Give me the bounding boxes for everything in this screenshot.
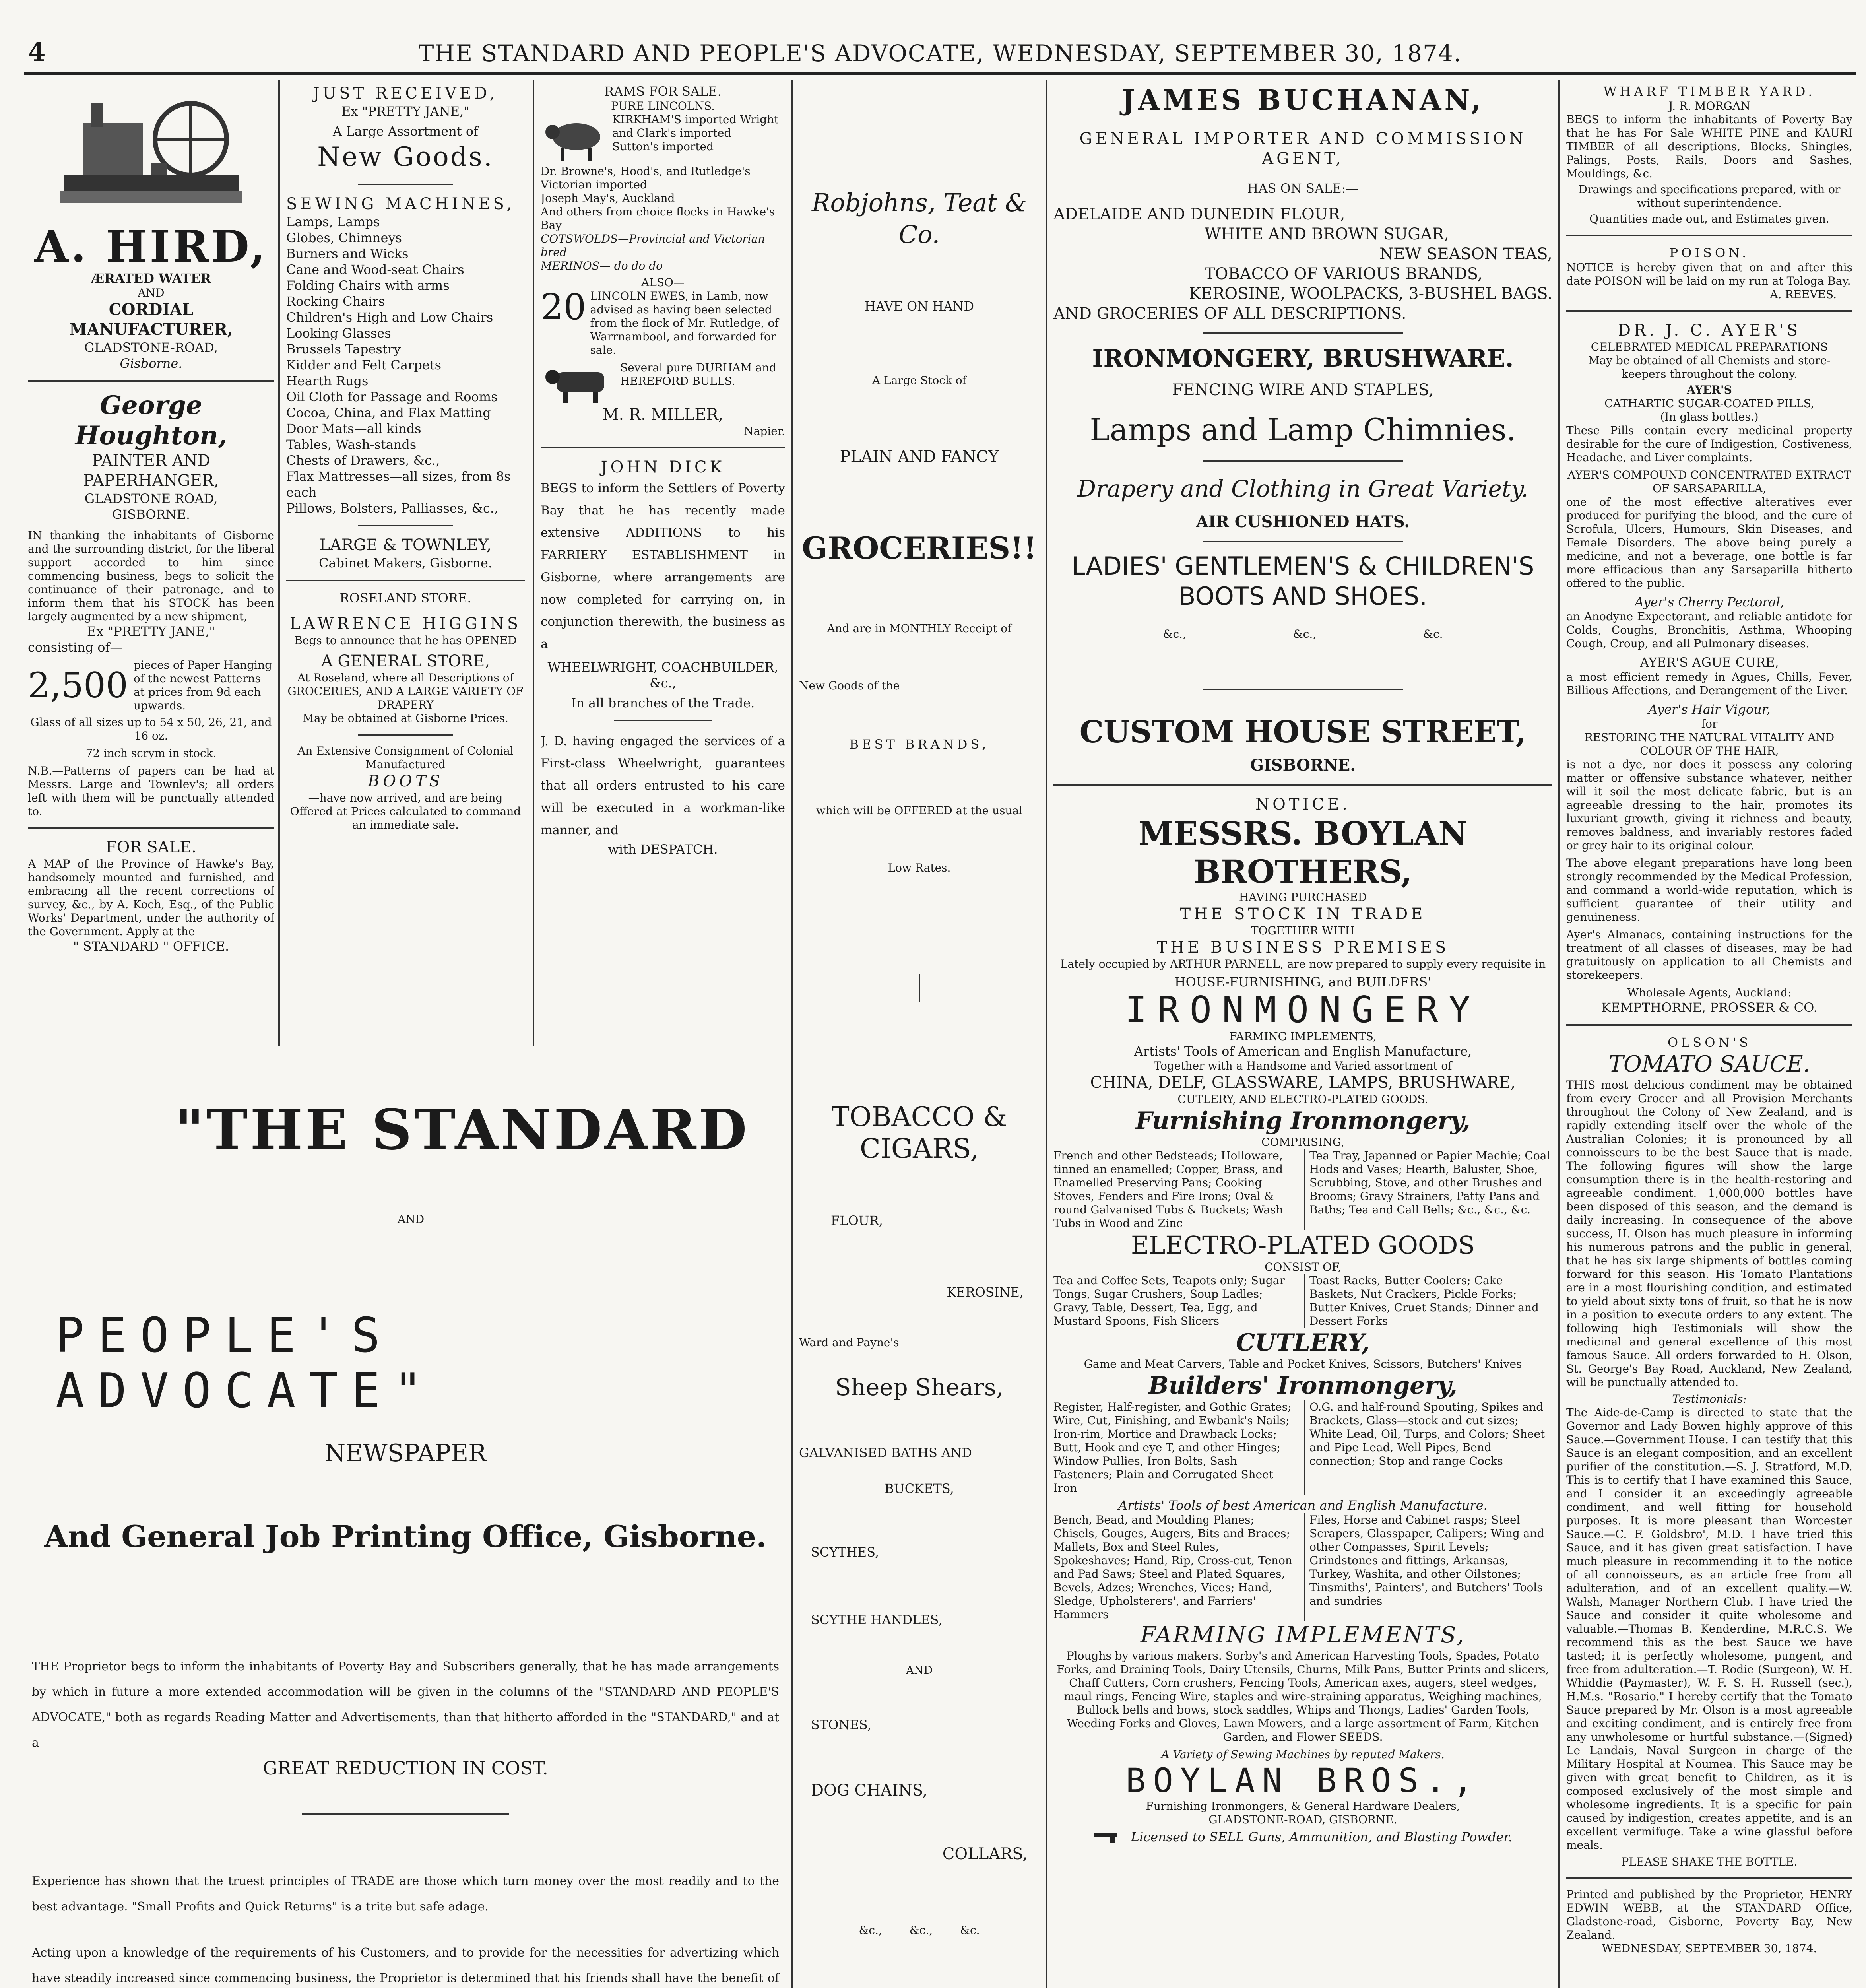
ayer-cathartic: CATHARTIC SUGAR-COATED PILLS,	[1604, 397, 1814, 410]
john-dick-body2: J. D. having engaged the services of a First-class Wheelwright, guarantees that all orders entrusted to his care will be executed in a workman-like manner, and	[541, 734, 785, 837]
column-6	[1566, 83, 1852, 1988]
just-received-assortment: A Large Assortment of	[333, 124, 478, 139]
robjohns-stones: STONES,	[811, 1717, 871, 1732]
olson-tomato: TOMATO SAUCE.	[1608, 1051, 1810, 1077]
goods-item: Globes, Chimneys	[286, 230, 402, 245]
imprint: Printed and published by the Proprietor, HENRY EDWIN WEBB, at the STANDARD Office, Gladstone-road, Gisborne, Poverty Bay, New Zealand.	[1566, 1888, 1852, 1941]
rams-heading: RAMS FOR SALE.	[604, 84, 722, 99]
boylan-farming-desc: Ploughs by various makers. Sorby's and American Harvesting Tools, Spades, Potato Forks, and Draining Tools, Dairy Utensils, Churns, Milk Pans, Butter Prints and slicers, Chaff Cutters, Corn crushers, Fencing Tools, American axes, augers, steel wedges, maul rings, Fencing Wire, staples and wire-straining apparatus, Weighing machines, Bullock bells and bows, stock saddles, Whips and Thongs, Ladies' Garden Tools, Weeding Forks and Gloves, Lawn Mowers, and a large assortment of Farm, Kitchen Garden, and Flower SEEDS.	[1057, 1649, 1549, 1743]
buchanan-iron: IRONMONGERY, BRUSHWARE.	[1092, 345, 1514, 373]
houghton-name: George Houghton,	[75, 390, 227, 450]
boylan-china: CHINA, DELF, GLASSWARE, LAMPS, BRUSHWARE,	[1090, 1074, 1516, 1092]
olson-body: THIS most delicious condiment may be obtained from every Grocer and all Provision Merchants throughout the Colony of New Zealand, and is rapidly extending itself over the whole of the Australian Colonies; it is pronounced by all connoisseurs to be the best Sauce that is made. The following figures will show the large consumption there is in the health-restoring and agreeable condiment. 1,000,000 bottles have been disposed of this season, and the demand is daily increasing. In consequence of the above success, H. Olson has much pleasure in informing his numerous patrons and the public in general, that he has six large shipments of bottles coming forward for this season. His Tomato Plantations are in a most flourishing condition, and estimated to yield about sixty tons of fruit, so that he is now in a position to execute orders to any extent. The following high Testimonials will show the medicinal and general excellence of this most famous Sauce. All orders forwarded to H. Olson, St. George's Bay Road, Auckland, New Zealand, will be punctually attended to.	[1566, 1078, 1852, 1389]
ayer-glass: (In glass bottles.)	[1660, 410, 1759, 423]
ayer-hair-for: for	[1701, 717, 1718, 730]
furnishing-left: French and other Bedsteads; Holloware, tinned an enamelled; Copper, Brass, and Enamelled Preserving Pans; Cooking Stoves, Fenders and Fire Irons; Oval & round Galvanised Tubs & Buckets; Wash Tubs in Wood and Zinc	[1053, 1149, 1283, 1230]
ayer-heading: DR. J. C. AYER'S	[1618, 321, 1801, 340]
forsale-office: " STANDARD " OFFICE.	[73, 939, 229, 954]
houghton-qty: 2,500	[28, 665, 128, 706]
poison-heading: POISON.	[1669, 245, 1750, 260]
ayer-ayers: AYER'S	[1687, 383, 1732, 396]
bull-icon	[541, 361, 616, 405]
rams-line: COTSWOLDS—Provincial and Victorian bred	[541, 232, 765, 259]
goods-item: Hearth Rugs	[286, 373, 369, 388]
buchanan-name: JAMES BUCHANAN,	[1121, 83, 1484, 116]
boylan-ironmongery: IRONMONGERY	[1125, 988, 1481, 1031]
boylan-bros-desc: Furnishing Ironmongers, & General Hardware Dealers,	[1146, 1800, 1460, 1813]
steam-engine-icon	[48, 87, 254, 219]
morgan-body: BEGS to inform the inhabitants of Poverty Bay that he has For Sale WHITE PINE and KAURI TIMBER of all descriptions, Blocks, Shingles, Palings, Posts, Rails, Doors and Sashes, Mouldings, &c.	[1566, 113, 1852, 180]
rams-list	[541, 113, 785, 165]
boylan-licensed: Licensed to SELL Guns, Ammunition, and Blasting Powder.	[1131, 1829, 1513, 1844]
general-store-body2: May be obtained at Gisborne Prices.	[303, 712, 508, 725]
lincoln-ewes	[541, 286, 785, 357]
poison-reeves: A. REEVES.	[1770, 288, 1837, 301]
hird-line: ÆRATED WATER	[91, 271, 211, 286]
boylan-cutlery-desc: Game and Meat Carvers, Table and Pocket Knives, Scissors, Butchers' Knives	[1084, 1357, 1522, 1371]
goods-item: Brussels Tapestry	[286, 342, 401, 357]
morgan-drawings: Drawings and specifications prepared, with or without superintendence.	[1578, 183, 1841, 210]
rams-line: And others from choice flocks in Hawke's Bay	[541, 205, 775, 232]
goods-item: Oil Cloth for Passage and Rooms	[286, 389, 498, 404]
ayer-compound: AYER'S COMPOUND CONCENTRATED EXTRACT OF SARSAPARILLA,	[1567, 468, 1851, 495]
miller-name: M. R. MILLER,	[602, 406, 724, 424]
boots-body: —have now arrived, and are being Offered at Prices calculated to command an immediate sale.	[290, 791, 521, 831]
olson-shake: PLEASE SHAKE THE BOTTLE.	[1621, 1855, 1798, 1868]
boots-heading: BOOTS	[368, 772, 443, 790]
ayer-compound-body: one of the most effective alteratives ever produced for purifying the blood, and the cure of Scrofula, Ulcers, Humours, Skin Diseases, and Female Disorders. The above being purely a medicine, and not a beverage, one bottle is far more efficacious than any Sarsaparilla hitherto offered to the public.	[1566, 495, 1852, 590]
robjohns-newgoods: New Goods of the	[799, 679, 900, 692]
olson-name: OLSON'S	[1667, 1035, 1752, 1050]
ewes-desc: LINCOLN EWES, in Lamb, now advised as having been selected from the flock of Mr. Rutledge, of Warrnambool, and forwarded for sale.	[590, 289, 779, 357]
standard-newspaper: NEWSPAPER	[324, 1439, 487, 1467]
goods-item: Rocking Chairs	[286, 294, 385, 309]
robjohns-rates: Low Rates.	[888, 861, 951, 874]
boylan-farming: FARMING IMPLEMENTS,	[1229, 1030, 1377, 1043]
john-dick-body: BEGS to inform the Settlers of Poverty Bay that he has recently made extensive ADDITIONS to his FARRIERY ESTABLISHMENT in Gisborne, where arrangements are now completed for carrying on, in conjunction therewith, the business as a	[541, 481, 785, 651]
boylan-stock: THE STOCK IN TRADE	[1180, 905, 1426, 923]
standard-acting: Acting upon a knowledge of the requirements of his Customers, and to provide for the necessities for advertizing which have steadily increased since commencing business, the Proprietor is determined that his friends shall have the benefit of	[32, 1946, 779, 1985]
buchanan-line: AND GROCERIES OF ALL DESCRIPTIONS.	[1053, 305, 1406, 323]
boylan-lately: Lately occupied by ARTHUR PARNELL, are now prepared to supply every requisite in	[1060, 957, 1546, 971]
houghton-consisting: consisting of—	[28, 640, 123, 655]
boylan-house: HOUSE-FURNISHING, and BUILDERS'	[1174, 975, 1432, 990]
boylan-builders: Builders' Ironmongery,	[1148, 1372, 1457, 1400]
higgins-name: LAWRENCE HIGGINS	[289, 615, 522, 633]
goods-item: Folding Chairs with arms	[286, 278, 450, 293]
boylan-together: TOGETHER WITH	[1251, 924, 1355, 937]
boylan-artists2: Artists' Tools of best American and English Manufacture.	[1118, 1498, 1488, 1513]
john-dick-trade: WHEELWRIGHT, COACHBUILDER, &c.,	[547, 660, 778, 691]
buchanan-etc: &c., &c., &c.	[1163, 627, 1443, 641]
column-rule	[791, 80, 793, 1988]
robjohns-ward: Ward and Payne's	[799, 1336, 899, 1349]
bulls	[541, 361, 785, 405]
column-rule	[278, 80, 280, 1046]
ayer-almanac: Ayer's Almanacs, containing instructions for the treatment of all classes of diseases, may be had gratuitously on application to all Chemists and storekeepers.	[1566, 928, 1852, 982]
olson-testimonials: Testimonials:	[1672, 1392, 1747, 1406]
builders-right: O.G. and half-round Spouting, Spikes and Brackets, Glass—stock and cut sizes; White Lead, Oil, Turps, and Colors; Sheet and Pipe Lead, Well Pipes, Bend connection; Stop and range Cocks	[1304, 1400, 1552, 1495]
ayer-hair-sub: RESTORING THE NATURAL VITALITY AND COLOUR OF THE HAIR,	[1584, 731, 1835, 757]
goods-item: Burners and Wicks	[286, 246, 409, 261]
bulls-desc: Several pure DURHAM and HEREFORD BULLS.	[620, 361, 776, 388]
houghton-body: IN thanking the inhabitants of Gisborne and the surrounding district, for the liberal support accorded to him since commencing business, begs to solicit the continuance of their patronage, and to inform them that his STOCK has been largely augmented by a new shipment,	[28, 529, 274, 623]
morgan-quantities: Quantities made out, and Estimates given.	[1589, 212, 1829, 225]
standard-title: "THE STANDARD	[175, 1097, 749, 1163]
standard-reduction: GREAT REDUCTION IN COST.	[263, 1757, 548, 1779]
robjohns-scythes: SCYTHES,	[811, 1545, 879, 1560]
boylan-artists: Artists' Tools of American and English Manufacture,	[1134, 1044, 1472, 1059]
page-number: 4	[28, 37, 46, 67]
boylan-together2: Together with a Handsome and Varied assortment of	[1154, 1059, 1452, 1072]
boylan-farming2: FARMING IMPLEMENTS,	[1140, 1622, 1466, 1648]
ram-icon	[541, 113, 608, 165]
general-store-body: At Roseland, where all Descriptions of GROCERIES, AND A LARGE VARIETY OF DRAPERY	[287, 671, 524, 711]
ayer-cherry: Ayer's Cherry Pectoral,	[1634, 594, 1785, 610]
robjohns-chains: DOG CHAINS,	[811, 1781, 928, 1800]
boylan-having: HAVING PURCHASED	[1239, 891, 1367, 904]
buchanan-boots: LADIES' GENTLEMEN'S & CHILDREN'S BOOTS AND SHOES.	[1071, 551, 1534, 611]
boylan-licensed-row	[1053, 1829, 1552, 1845]
buchanan-lamps: Lamps and Lamp Chimnies.	[1090, 412, 1516, 447]
forsale-heading: FOR SALE.	[105, 838, 197, 856]
robjohns-name: Robjohns, Teat & Co.	[811, 188, 1027, 249]
ewes-count: 20	[541, 286, 586, 328]
boylan-bros-addr: GLADSTONE-ROAD, GISBORNE.	[1208, 1813, 1397, 1826]
page-header	[24, 32, 1856, 75]
just-received-ex: Ex "PRETTY JANE,"	[341, 104, 470, 119]
buchanan-fencing: FENCING WIRE AND STAPLES,	[1172, 381, 1434, 399]
buchanan-town: GISBORNE.	[1250, 756, 1356, 775]
robjohns-have: HAVE ON HAND	[864, 299, 974, 314]
large-townley-desc: Cabinet Makers, Gisborne.	[318, 555, 493, 571]
goods-item: Tables, Wash-stands	[286, 437, 417, 452]
rams-line: MERINOS— do do do	[541, 259, 663, 272]
boylan-electro: ELECTRO-PLATED GOODS	[1131, 1231, 1475, 1260]
column-2	[286, 83, 525, 1038]
robjohns-offered: which will be OFFERED at the usual	[816, 804, 1023, 817]
just-received-heading: JUST RECEIVED,	[313, 84, 498, 103]
goods-item: Lamps, Lamps	[286, 214, 380, 229]
john-dick-trade2: In all branches of the Trade.	[571, 695, 755, 711]
rams-line: Sutton's imported	[612, 140, 714, 153]
houghton-address: GLADSTONE ROAD,	[84, 491, 218, 506]
column-4	[799, 83, 1040, 1988]
column-rule	[1046, 80, 1047, 1988]
rams-line: Joseph May's, Auckland	[541, 192, 675, 205]
robjohns-buckets: BUCKETS,	[885, 1481, 954, 1496]
olson-test-body: The Aide-de-Camp is directed to state that the Governor and Lady Bowen highly approve of this Sauce.—Government House. I can testify that this Sauce is an elegant composition, and an excellent purifier of the constitution.—S. J. Stratford, M.D. This is to certify that I have examined this Sauce, and I consider it an exceedingly agreeable condiment, and well fitting for household purposes. It is more pleasant than Worcester Sauce.—C. F. Goldsbro', M.D. I have tried this Sauce, and it has given great satisfaction. I have much pleasure in recommending it to the notice of all connoisseurs, as an article free from all adulteration, and of an excellent quality.—W. Walsh, Manager Northern Club. I have tried the Sauce and consider it quite wholesome and valuable.—Thomas B. Kenderdine, M.R.C.S. We recommend this as the best Sauce we have tasted; it is perfectly wholesome, pungent, and free from adulteration.—T. Rodie (Surgeon), W. H. Whiddie (Paymaster), W. F. S. H. Russell (sec.), H.M.s. "Rosario." I hereby certify that the Tomato Sauce prepared by Mr. Olson is a most agreeable and exciting condiment, and is entirely free from any unwholesome or hurtful substance.—(Signed) Le Landais, Naval Surgeon in charge of the Military Hospital at Noumea. This Sauce may be given with great benefit to Children, as it is composed exclusively of the most simple and wholesome ingredients. It is a specific for pain caused by indigestion, creates appetite, and is an excellent vermifuge. Take a wine glassful before meals.	[1566, 1406, 1852, 1852]
houghton-quantity	[28, 658, 274, 712]
buchanan-drapery: Drapery and Clothing in Great Variety.	[1077, 475, 1528, 502]
robjohns-handles: SCYTHE HANDLES,	[811, 1612, 943, 1627]
boylan-notice: NOTICE.	[1255, 795, 1350, 813]
column-3	[541, 83, 785, 1038]
ayer-cherry-body: an Anodyne Expectorant, and reliable antidote for Colds, Coughs, Bronchitis, Asthma, Whooping Cough, Croup, and all Pulmonary diseases.	[1566, 610, 1852, 650]
buchanan-street: CUSTOM HOUSE STREET,	[1079, 714, 1527, 749]
ayer-hair-body: is not a dye, nor does it possess any coloring matter or offensive substance whatever, neither will it soil the most delicate fabric, but is an agreeable dressing to the hair, promotes its luxuriant growth, giving it richness and beauty, removes baldness, and invariably restores faded or grey hair to its original colour.	[1566, 758, 1852, 852]
column-1	[28, 83, 274, 1038]
ayer-wholesale: Wholesale Agents, Auckland:	[1627, 986, 1792, 999]
ayer-above: The above elegant preparations have long been strongly recommended by the Medical Profession, and command a world-wide reputation, which is sufficient guarantee of their utility and genuineness.	[1566, 856, 1852, 924]
john-dick-despatch: with DESPATCH.	[608, 842, 718, 857]
ayer-ague-body: a most efficient remedy in Agues, Chills, Fever, Billious Affections, and Derangement of the Liver.	[1566, 670, 1852, 697]
houghton-ex: Ex "PRETTY JANE,"	[87, 624, 215, 639]
robjohns-baths: GALVANISED BATHS AND	[799, 1445, 972, 1460]
goods-item: Cane and Wood-seat Chairs	[286, 262, 464, 277]
ayer-sub: CELEBRATED MEDICAL PREPARATIONS	[1591, 340, 1828, 353]
electro-right: Toast Racks, Butter Coolers; Cake Baskets, Nut Crackers, Pickle Forks; Butter Knives, Cruet Stands; Dinner and Dessert Forks	[1304, 1274, 1552, 1328]
john-dick-heading: JOHN DICK	[601, 458, 725, 476]
buchanan-line: NEW SEASON TEAS,	[1379, 245, 1552, 263]
robjohns-collars: COLLARS,	[942, 1845, 1028, 1863]
standard-and: AND	[398, 1213, 425, 1226]
ayer-sub2: May be obtained of all Chemists and store-keepers throughout the colony.	[1588, 354, 1831, 381]
standard-advocate: PEOPLE'S ADVOCATE"	[56, 1308, 436, 1419]
rams-line: Dr. Browne's, Hood's, and Rutledge's Victorian imported	[541, 165, 751, 191]
standard-advertisement	[24, 1042, 787, 1988]
ayer-pills-body: These Pills contain every medicinal property desirable for the cure of Indigestion, Costiveness, Headache, and Liver complaints.	[1566, 424, 1852, 464]
artists-right: Files, Horse and Cabinet rasps; Steel Scrapers, Glasspaper, Calipers; Wing and other Compasses, Spirit Levels; Grindstones and fittings, Arkansas, Turkey, Washita, and other Oilstones; Tinsmiths', Painters', and Butchers' Tools and sundries	[1304, 1513, 1552, 1621]
wharf-heading: WHARF TIMBER YARD.	[1603, 84, 1816, 99]
robjohns-brands: BEST BRANDS,	[849, 737, 989, 752]
goods-item: Kidder and Felt Carpets	[286, 357, 442, 373]
boylan-furnishing: Furnishing Ironmongery,	[1135, 1107, 1470, 1135]
furnishing-list	[1053, 1149, 1552, 1230]
robjohns-divider	[919, 974, 920, 1002]
boylan-consist: CONSIST OF,	[1265, 1260, 1341, 1274]
roseland-heading: ROSELAND STORE.	[339, 590, 471, 606]
houghton-glass: Glass of all sizes up to 54 x 50, 26, 21, and 16 oz.	[30, 716, 272, 742]
masthead-title: THE STANDARD AND PEOPLE'S ADVOCATE, WEDNESDAY, SEPTEMBER 30, 1874.	[418, 40, 1462, 67]
robjohns-kerosine: KEROSINE,	[947, 1285, 1024, 1300]
robjohns-etc: &c., &c., &c.	[859, 1924, 980, 1937]
boylan-cutlery: CUTLERY,	[1236, 1329, 1370, 1357]
houghton-town: GISBORNE.	[112, 507, 190, 522]
robjohns-shears: Sheep Shears,	[835, 1374, 1004, 1401]
furnishing-right: Tea Tray, Japanned or Papier Machie; Coal Hods and Vases; Hearth, Baluster, Shoe, Scrubbing, Stove, and other Brushes and Brooms; Gravy Strainers, Patty Pans and Baths; Tea and Call Bells; &c., &c., &c.	[1304, 1149, 1552, 1230]
higgins-body: Begs to announce that he has OPENED	[294, 634, 517, 647]
houghton-qty-desc: pieces of Paper Hanging of the newest Patterns at prices from 9d each upwards.	[133, 658, 272, 712]
morgan-name: J. R. MORGAN	[1668, 99, 1750, 113]
boylan-comprising: COMPRISING,	[1261, 1136, 1345, 1149]
pistol-icon	[1094, 1831, 1125, 1843]
goods-item: Flax Mattresses—all sizes, from 8s each	[286, 469, 511, 500]
boylan-premises: THE BUSINESS PREMISES	[1156, 938, 1449, 957]
buchanan-line: KEROSINE, WOOLPACKS, 3-BUSHEL BAGS.	[1189, 285, 1552, 303]
hird-line: AND	[138, 286, 165, 299]
buchanan-hats: AIR CUSHIONED HATS.	[1196, 513, 1410, 531]
hird-line: Gisborne.	[120, 356, 182, 371]
robjohns-groceries: GROCERIES!!	[802, 530, 1037, 566]
standard-intro: THE Proprietor begs to inform the inhabitants of Poverty Bay and Subscribers generally, that he has made arrangements by which in future a more extended accommodation will be given in the columns of the "STANDARD AND PEOPLE'S ADVOCATE," both as regards Reading Matter and Advertisements, than that hitherto afforded in the "STANDARD," and at a	[32, 1660, 779, 1750]
standard-experience: Experience has shown that the truest principles of TRADE are those which turn money over the most readily and to the best advantage. "Small Profits and Quick Returns" is a trite but safe adage.	[32, 1874, 779, 1914]
artists-left: Bench, Bead, and Moulding Planes; Chisels, Gouges, Augers, Bits and Braces; Mallets, Box and Steel Rules, Spokeshaves; Hand, Rip, Cross-cut, Tenon and Pad Saws; Steel and Plated Squares, Bevels, Adzes; Wrenches, Vices; Hand, Sledge, Upholsterers', and Farriers' Hammers	[1053, 1513, 1292, 1621]
ayer-kempthorne: KEMPTHORNE, PROSSER & CO.	[1601, 1000, 1818, 1015]
goods-item: Pillows, Bolsters, Palliasses, &c.,	[286, 501, 499, 516]
large-townley-name: LARGE & TOWNLEY,	[319, 536, 492, 554]
standard-divider	[302, 1813, 509, 1815]
imprint-date: WEDNESDAY, SEPTEMBER 30, 1874.	[1602, 1942, 1817, 1955]
colonial-consignment: An Extensive Consignment of Colonial Manufactured	[297, 744, 514, 771]
houghton-trade: PAINTER AND PAPERHANGER,	[83, 452, 219, 490]
houghton-scrym: 72 inch scrym in stock.	[85, 747, 217, 760]
standard-office: And General Job Printing Office, Gisborne.	[44, 1519, 767, 1554]
electro-list	[1053, 1274, 1552, 1328]
goods-item: Chests of Drawers, &c.,	[286, 453, 440, 468]
buchanan-line: ADELAIDE AND DUNEDIN FLOUR,	[1053, 205, 1345, 223]
buchanan-line: TOBACCO OF VARIOUS BRANDS,	[1205, 265, 1483, 283]
builders-list	[1053, 1400, 1552, 1495]
electro-left: Tea and Coffee Sets, Teapots only; Sugar Tongs, Sugar Crushers, Soup Ladles; Gravy, Table, Dessert, Tea, Egg, and Mustard Spoons, Fish Slicers	[1053, 1274, 1285, 1328]
poison-body: NOTICE is hereby given that on and after this date POISON will be laid on my run at Tologa Bay.	[1566, 261, 1852, 287]
goods-item: Children's High and Low Chairs	[286, 310, 493, 325]
houghton-nb: N.B.—Patterns of papers can be had at Messrs. Large and Townley's; all orders left with them will be punctually attended to.	[28, 764, 274, 818]
boylan-heading: MESSRS. BOYLAN BROTHERS,	[1138, 815, 1468, 890]
robjohns-stock: A Large Stock of	[872, 374, 967, 387]
robjohns-plain: PLAIN AND FANCY	[840, 448, 999, 466]
robjohns-flour: FLOUR,	[831, 1213, 883, 1228]
robjohns-tobacco: TOBACCO & CIGARS,	[831, 1101, 1007, 1165]
hird-name: A. HIRD,	[34, 221, 268, 272]
hird-line: CORDIAL MANUFACTURER,	[69, 300, 233, 339]
boylan-sewing: A Variety of Sewing Machines by reputed Makers.	[1161, 1748, 1445, 1761]
builders-left: Register, Half-register, and Gothic Grates; Wire, Cut, Finishing, and Ewbank's Nails; Iron-rim, Mortice and Drawback Locks; Butt, Hook and eye T, and other Hinges; Window Pullies, Iron Bolts, Sash Fasteners; Plain and Corrugated Sheet Iron	[1053, 1400, 1292, 1495]
goods-item: Looking Glasses	[286, 326, 391, 341]
buchanan-sale: HAS ON SALE:—	[1247, 181, 1359, 196]
forsale-body: A MAP of the Province of Hawke's Bay, handsomely mounted and furnished, and embracing all the recent corrections of survey, &c., by A. Koch, Esq., of the Public Works' Department, under the authority of the Government. Apply at the	[28, 857, 274, 938]
rams-pure: PURE LINCOLNS.	[611, 99, 715, 113]
ayer-hair: Ayer's Hair Vigour,	[1648, 702, 1771, 717]
buchanan-role: GENERAL IMPORTER AND COMMISSION AGENT,	[1079, 130, 1527, 168]
miller-town: Napier.	[744, 425, 785, 438]
boylan-cutlery-line: CUTLERY, AND ELECTRO-PLATED GOODS.	[1177, 1093, 1428, 1106]
ayer-ague: AYER'S AGUE CURE,	[1640, 655, 1779, 670]
column-rule	[533, 80, 534, 1046]
robjohns-monthly: And are in MONTHLY Receipt of	[827, 622, 1012, 635]
general-store-heading: A GENERAL STORE,	[321, 652, 490, 670]
goods-item: Door Mats—all kinds	[286, 421, 421, 436]
new-goods-heading: New Goods.	[317, 142, 494, 172]
rams-also: ALSO—	[641, 276, 685, 289]
column-5	[1053, 83, 1552, 1988]
goods-item: Cocoa, China, and Flax Matting	[286, 405, 491, 420]
boylan-bros: BOYLAN BROS.,	[1125, 1761, 1480, 1800]
hird-line: GLADSTONE-ROAD,	[84, 340, 218, 355]
rams-line: KIRKHAM'S imported Wright and Clark's imported	[612, 113, 779, 140]
buchanan-line: WHITE AND BROWN SUGAR,	[1205, 225, 1449, 243]
artists-list	[1053, 1513, 1552, 1621]
robjohns-and: AND	[906, 1664, 933, 1677]
column-rule	[1558, 80, 1560, 1988]
goods-item: SEWING MACHINES,	[286, 195, 515, 213]
